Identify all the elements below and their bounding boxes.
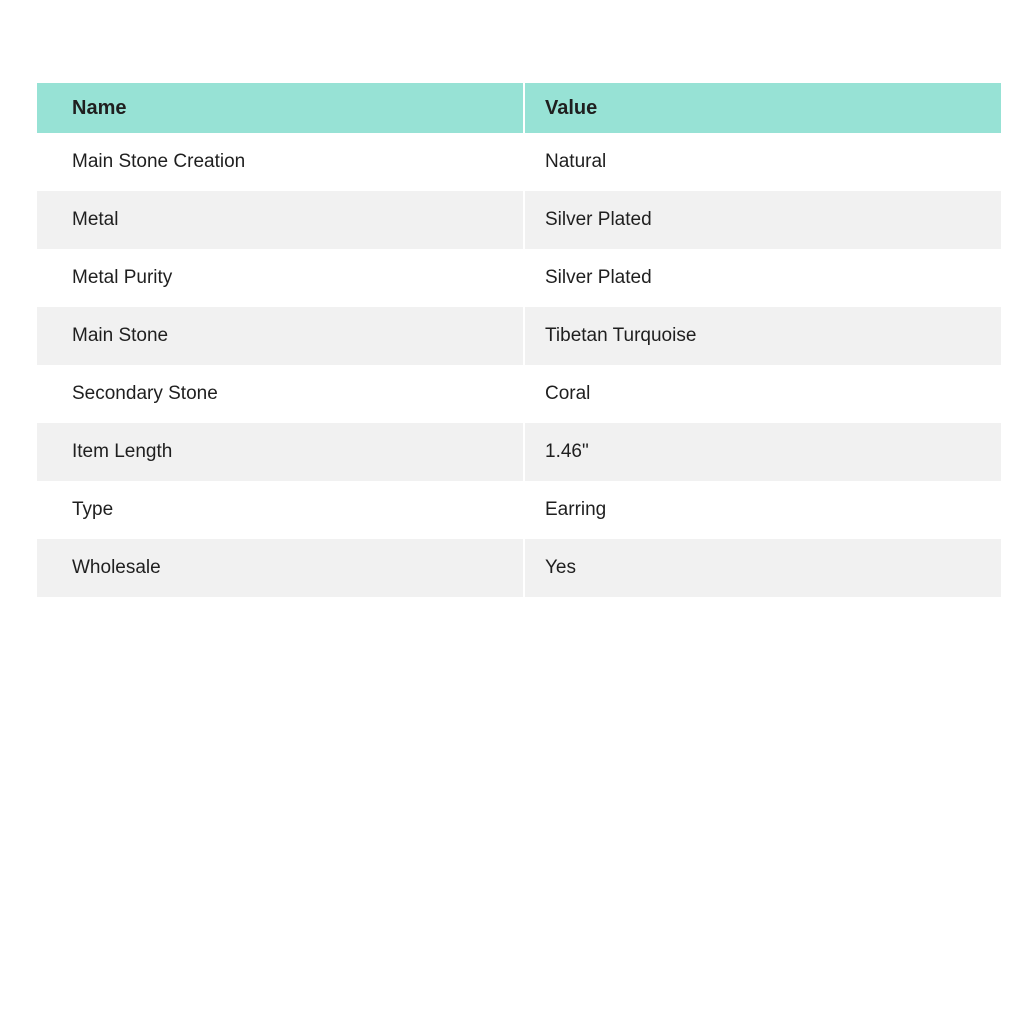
attribute-name-cell: Metal Purity [37,249,523,307]
attribute-name-cell: Wholesale [37,539,523,597]
product-attributes-table [37,83,1001,597]
table-row [37,307,1001,365]
attribute-value-cell: Natural [525,133,1001,191]
table-row [37,365,1001,423]
table-row [37,249,1001,307]
attribute-value-cell: Silver Plated [525,191,1001,249]
table-row [37,481,1001,539]
attribute-name-cell: Main Stone Creation [37,133,523,191]
header-cell-name: Name [37,83,523,133]
table-header-row [37,83,1001,133]
attribute-value-cell: Yes [525,539,1001,597]
table-row [37,133,1001,191]
table-body [37,133,1001,597]
attribute-value-cell: Earring [525,481,1001,539]
table-row [37,191,1001,249]
table-row [37,539,1001,597]
attribute-name-cell: Metal [37,191,523,249]
attribute-value-cell: Tibetan Turquoise [525,307,1001,365]
attribute-value-cell: 1.46" [525,423,1001,481]
attribute-name-cell: Main Stone [37,307,523,365]
table-row [37,423,1001,481]
attribute-value-cell: Silver Plated [525,249,1001,307]
attribute-name-cell: Item Length [37,423,523,481]
header-cell-value: Value [525,83,1001,133]
attribute-name-cell: Type [37,481,523,539]
attribute-name-cell: Secondary Stone [37,365,523,423]
attribute-value-cell: Coral [525,365,1001,423]
